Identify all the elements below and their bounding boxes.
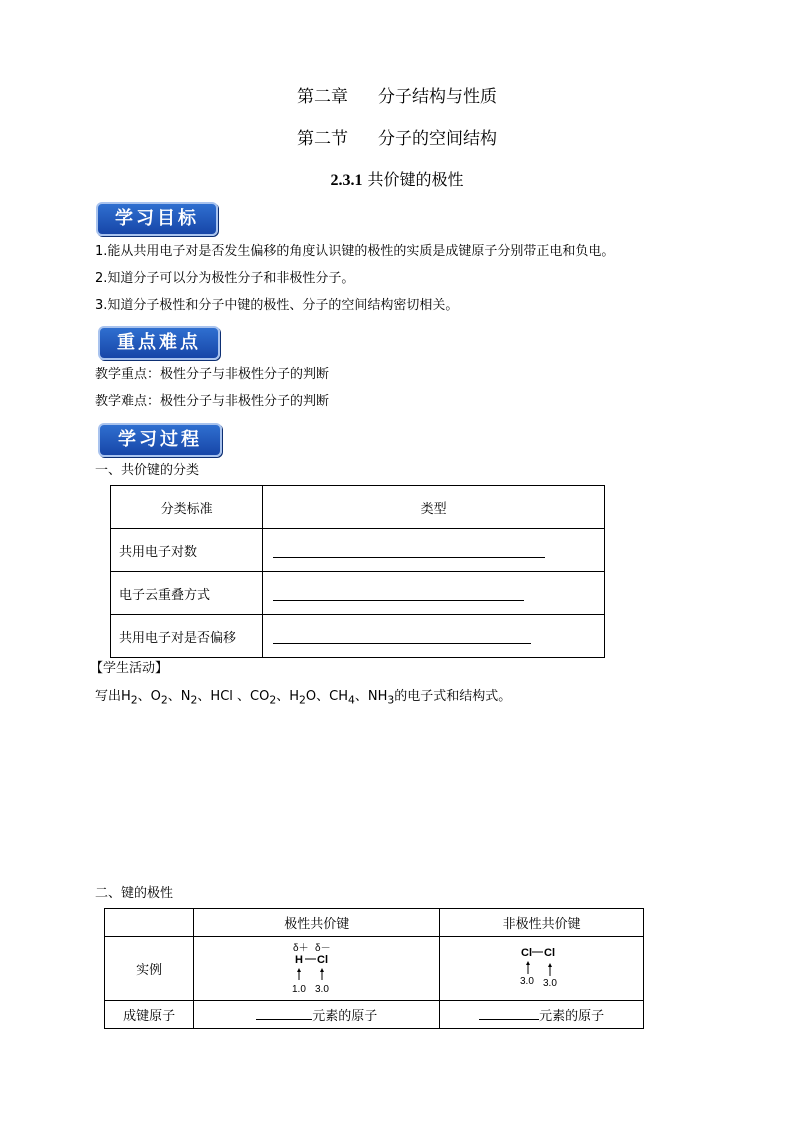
atom-cl-2: Cl	[543, 946, 555, 959]
atom-cl-1: Cl	[520, 946, 532, 959]
answer-blank[interactable]	[273, 629, 531, 644]
polar-atoms-cell	[194, 1001, 440, 1029]
answer-blank[interactable]	[273, 586, 524, 601]
table-row	[111, 615, 605, 658]
table-row	[105, 937, 644, 1001]
row-label-overlap: 电子云重叠方式	[111, 572, 263, 615]
arrow-head-icon	[320, 968, 324, 972]
activity-label: 【学生活动】	[90, 661, 169, 676]
answer-blank[interactable]	[479, 1006, 539, 1020]
electronegativity-cl-1: 3.0	[519, 975, 534, 987]
row-label-bonding-atoms: 成键原子	[105, 1001, 194, 1029]
answer-blank[interactable]	[256, 1006, 312, 1020]
arrow-head-icon	[548, 963, 552, 967]
atom-h: H	[294, 953, 303, 966]
hcl-polar-diagram	[282, 938, 352, 996]
row-label-offset: 共用电子对是否偏移	[111, 615, 263, 658]
teaching-difficulty: 教学难点：极性分子与非极性分子的判断	[95, 394, 330, 409]
section-number: 第二节	[297, 129, 348, 149]
electronegativity-h: 1.0	[291, 983, 306, 995]
electronegativity-cl: 3.0	[314, 983, 329, 995]
polar-atoms-suffix: 元素的原子	[312, 1009, 378, 1024]
section-title	[0, 124, 794, 149]
delta-minus-label: δ－	[314, 942, 331, 954]
clcl-nonpolar-diagram	[507, 938, 577, 996]
teaching-focus: 教学重点：极性分子与非极性分子的判断	[95, 367, 330, 382]
objective-2: 2.知道分子可以分为极性分子和非极性分子。	[95, 271, 355, 286]
process-banner: 学习过程	[98, 423, 222, 457]
row-label-shared-pairs: 共用电子对数	[111, 529, 263, 572]
classification-table	[110, 485, 605, 658]
delta-plus-label: δ＋	[292, 942, 309, 954]
chapter-number: 第二章	[297, 87, 348, 107]
lesson-title	[0, 167, 794, 190]
header-type: 类型	[263, 486, 605, 529]
lesson-name: 共价键的极性	[367, 170, 464, 189]
header-empty	[105, 909, 194, 937]
answer-blank[interactable]	[273, 543, 545, 558]
atom-cl: Cl	[316, 953, 328, 966]
objective-1: 1.能从共用电子对是否发生偏移的角度认识键的极性的实质是成键原子分别带正电和负电。	[95, 244, 615, 259]
objectives-banner: 学习目标	[96, 202, 218, 236]
electronegativity-cl-2: 3.0	[542, 977, 557, 989]
header-nonpolar: 非极性共价键	[440, 909, 644, 937]
key-points-banner: 重点难点	[98, 326, 220, 360]
section-name: 分子的空间结构	[378, 129, 497, 149]
answer-cell	[263, 615, 605, 658]
polar-example-cell	[194, 937, 440, 1001]
table-row	[111, 529, 605, 572]
header-classification-standard: 分类标准	[111, 486, 263, 529]
chapter-name: 分子结构与性质	[378, 87, 497, 107]
table-row	[105, 1001, 644, 1029]
answer-cell	[263, 529, 605, 572]
arrow-head-icon	[297, 968, 301, 972]
row-label-example: 实例	[105, 937, 194, 1001]
part1-heading: 一、共价键的分类	[95, 463, 200, 478]
nonpolar-atoms-cell	[440, 1001, 644, 1029]
answer-cell	[263, 572, 605, 615]
header-polar: 极性共价键	[194, 909, 440, 937]
chapter-title	[0, 82, 794, 107]
arrow-head-icon	[526, 961, 530, 965]
table-row	[111, 572, 605, 615]
table-row	[105, 909, 644, 937]
table-row	[111, 486, 605, 529]
part2-heading: 二、键的极性	[95, 886, 174, 901]
activity-instruction: 写出$H_2$、$O_2$、$N_2$、HCl 、$CO_2$、$H_2O$、$CH_4$、$NH_3$的电子式和结构式。	[95, 689, 512, 707]
bond-polarity-table	[104, 908, 644, 1029]
nonpolar-atoms-suffix: 元素的原子	[539, 1009, 605, 1024]
objective-3: 3.知道分子极性和分子中键的极性、分子的空间结构密切相关。	[95, 298, 459, 313]
nonpolar-example-cell	[440, 937, 644, 1001]
lesson-number: 2.3.1	[330, 172, 363, 189]
